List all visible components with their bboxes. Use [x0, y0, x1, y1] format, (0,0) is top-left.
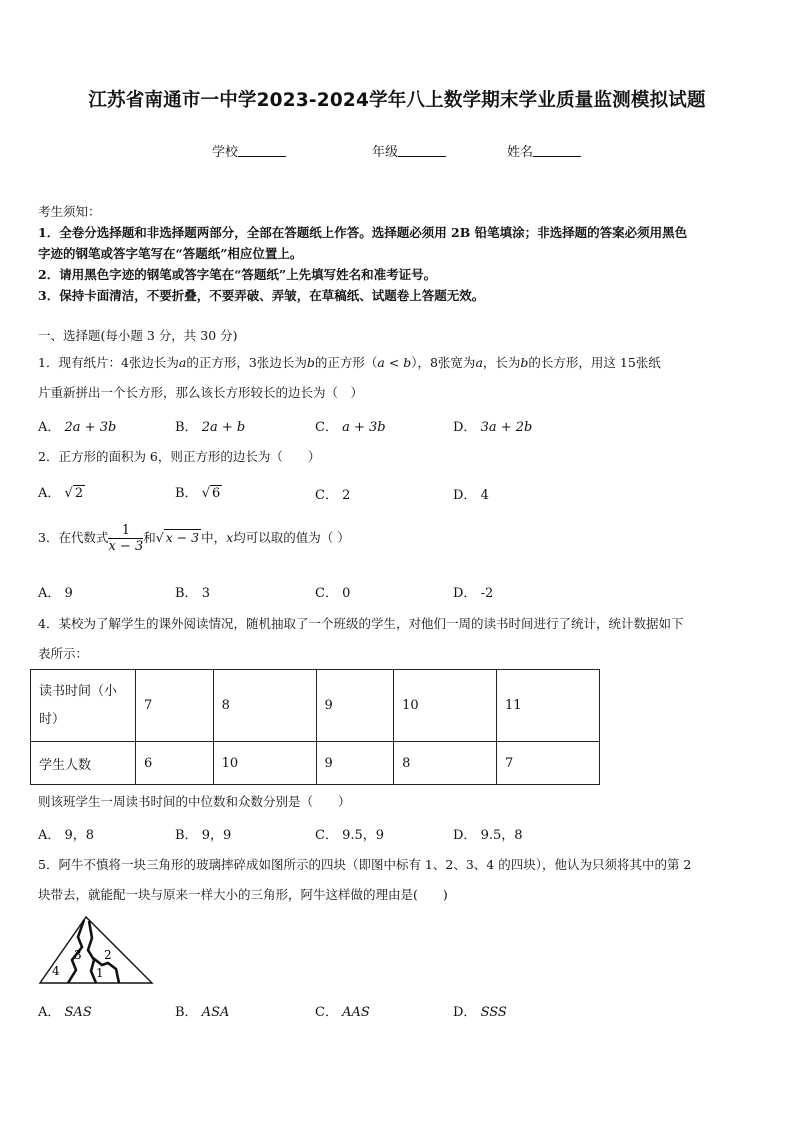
- option-value: 2a + 3b: [64, 420, 117, 435]
- q3-part: 均可以取的值为（ ）: [233, 530, 350, 545]
- option-label: C．: [315, 586, 338, 601]
- q1-part: ），8张宽为: [411, 355, 476, 370]
- table-cell: 7: [136, 670, 214, 742]
- piece-label-1: 1: [96, 966, 104, 980]
- table-cell: 10: [213, 742, 316, 785]
- fraction: [108, 523, 143, 554]
- question-1-text: [38, 352, 758, 373]
- condition: a < b: [377, 355, 412, 370]
- school-blank: [238, 144, 286, 157]
- var-b: b: [306, 355, 315, 370]
- q1-part: 的正方形（: [314, 355, 378, 370]
- table-cell: 8: [213, 670, 316, 742]
- option-a[interactable]: [38, 582, 73, 601]
- option-value: 2: [74, 486, 84, 501]
- option-label: A．: [38, 486, 61, 501]
- option-value: 4: [480, 488, 489, 503]
- option-c[interactable]: [315, 582, 350, 601]
- option-b[interactable]: [175, 416, 245, 435]
- option-label: B．: [175, 828, 198, 843]
- option-label: A．: [38, 828, 61, 843]
- q1-part: 1．现有纸片：4张边长为: [38, 355, 179, 370]
- q1-part: 的长方形，用这 15张纸: [528, 355, 661, 370]
- question-4-text: 4．某校为了解学生的课外阅读情况，随机抽取了一个班级的学生，对他们一周的读书时间进行了统计，统计数据如下: [38, 616, 684, 631]
- option-value: a + 3b: [342, 420, 386, 435]
- table-row: [31, 670, 600, 742]
- table-header-cell: 学生人数: [31, 742, 136, 785]
- option-value: 3a + 2b: [480, 420, 533, 435]
- option-a[interactable]: [38, 416, 116, 435]
- option-value: 2a + b: [201, 420, 246, 435]
- option-value: 0: [342, 586, 351, 601]
- question-4-text-line2: 表所示：: [38, 646, 89, 661]
- notice-item: 字迹的钢笔或答字笔写在“答题纸”相应位置上。: [38, 246, 303, 261]
- option-label: A．: [38, 586, 61, 601]
- sqrt-symbol: √: [64, 486, 73, 501]
- name-label: 姓名: [507, 145, 534, 160]
- option-c[interactable]: [315, 416, 386, 435]
- option-label: B．: [175, 486, 198, 501]
- denominator: x − 3: [108, 539, 144, 554]
- option-value: -2: [480, 586, 494, 601]
- question-1-text-line2: 片重新拼出一个长方形，那么该长方形较长的边长为（ ）: [38, 385, 364, 400]
- q1-part: 的正方形，3张边长为: [186, 355, 307, 370]
- option-value: ASA: [201, 1005, 230, 1020]
- option-label: A．: [38, 1005, 61, 1020]
- option-label: B．: [175, 420, 198, 435]
- table-header-cell: 读书时间（小时）: [31, 670, 136, 742]
- option-label: D．: [453, 586, 477, 601]
- question-2-text: 2．正方形的面积为 6，则正方形的边长为（ ）: [38, 449, 321, 464]
- piece-label-4: 4: [52, 964, 60, 978]
- option-label: C．: [315, 420, 338, 435]
- option-value: 3: [201, 586, 210, 601]
- option-label: C．: [315, 828, 338, 843]
- section-heading: 一、选择题(每小题 3 分，共 30 分): [38, 328, 238, 343]
- table-cell: 9: [316, 742, 394, 785]
- q3-part: 和: [143, 530, 156, 545]
- notice-heading: 考生须知：: [38, 204, 101, 219]
- option-a[interactable]: [38, 1001, 92, 1020]
- option-label: A．: [38, 420, 61, 435]
- notice-item: 2．请用黑色字迹的钢笔或答字笔在“答题纸”上先填写姓名和准考证号。: [38, 267, 437, 282]
- option-label: D．: [453, 828, 477, 843]
- table-cell: 10: [394, 670, 497, 742]
- crack-line: [88, 921, 96, 983]
- var-b: b: [520, 355, 529, 370]
- option-value: 9.5，9: [342, 828, 385, 843]
- option-a[interactable]: [38, 824, 94, 843]
- name-blank: [533, 144, 581, 157]
- option-b[interactable]: [175, 1001, 229, 1020]
- var-a: a: [178, 355, 187, 370]
- radicand: x − 3: [165, 530, 200, 545]
- option-a[interactable]: [38, 482, 85, 501]
- table-cell: 6: [136, 742, 214, 785]
- school-field: [212, 141, 286, 160]
- option-b[interactable]: [175, 582, 210, 601]
- notice-item: 1．全卷分选择题和非选择题两部分，全部在答题纸上作答。选择题必须用 2B 铅笔填涂；非选择题的答案必须用黑色: [38, 225, 688, 240]
- option-label: B．: [175, 1005, 198, 1020]
- option-c[interactable]: [315, 484, 350, 503]
- question-4-prompt: 则该班学生一周读书时间的中位数和众数分别是（ ）: [38, 794, 351, 809]
- piece-label-2: 2: [104, 948, 112, 962]
- question-3-text: [38, 523, 758, 554]
- grade-blank: [398, 144, 446, 157]
- q3-part: 3．在代数式: [38, 530, 109, 545]
- option-d[interactable]: [453, 1001, 507, 1020]
- table-cell: 7: [497, 742, 600, 785]
- option-label: C．: [315, 1005, 338, 1020]
- piece-label-3: 3: [74, 948, 82, 962]
- exam-title: 江苏省南通市一中学2023-2024学年八上数学期末学业质量监测模拟试题: [88, 90, 706, 111]
- option-value: 9: [64, 586, 73, 601]
- grade-field: [372, 141, 446, 160]
- option-d[interactable]: [453, 824, 523, 843]
- school-label: 学校: [212, 145, 239, 160]
- grade-label: 年级: [372, 145, 399, 160]
- option-value: 9，8: [64, 828, 95, 843]
- broken-triangle-figure: [36, 913, 156, 989]
- reading-time-table: [30, 669, 600, 785]
- sqrt-symbol: √: [201, 486, 210, 501]
- option-d[interactable]: [453, 484, 489, 503]
- question-5-text: 5．阿牛不慎将一块三角形的玻璃摔碎成如图所示的四块（即图中标有 1、2、3、4 的四块），他认为只须将其中的第 2: [38, 857, 692, 872]
- option-value: SSS: [480, 1005, 507, 1020]
- option-value: 9，9: [201, 828, 232, 843]
- option-label: B．: [175, 586, 198, 601]
- q1-part: ，长为: [482, 355, 521, 370]
- numerator: 1: [121, 523, 130, 538]
- option-b[interactable]: [175, 482, 222, 501]
- option-value: AAS: [342, 1005, 370, 1020]
- option-d[interactable]: [453, 582, 493, 601]
- option-label: D．: [453, 488, 477, 503]
- option-c[interactable]: [315, 1001, 370, 1020]
- option-value: 9.5，8: [480, 828, 523, 843]
- option-label: C．: [315, 488, 338, 503]
- var-x: x: [226, 530, 234, 545]
- sqrt-symbol: √: [155, 530, 164, 545]
- option-c[interactable]: [315, 824, 384, 843]
- q3-part: 中，: [201, 530, 227, 545]
- option-d[interactable]: [453, 416, 532, 435]
- question-5-text-line2: 块带去，就能配一块与原来一样大小的三角形，阿牛这样做的理由是( ): [38, 887, 448, 902]
- name-field: [507, 141, 581, 160]
- notice-item: 3．保持卡面清洁，不要折叠，不要弄破、弄皱，在草稿纸、试题卷上答题无效。: [38, 288, 485, 303]
- table-cell: 9: [316, 670, 394, 742]
- option-label: D．: [453, 1005, 477, 1020]
- option-value: SAS: [64, 1005, 92, 1020]
- option-value: 6: [212, 486, 221, 501]
- option-b[interactable]: [175, 824, 231, 843]
- option-label: D．: [453, 420, 477, 435]
- option-value: 2: [342, 488, 351, 503]
- table-cell: 8: [394, 742, 497, 785]
- table-cell: 11: [497, 670, 600, 742]
- var-a: a: [475, 355, 483, 370]
- table-row: [31, 742, 600, 785]
